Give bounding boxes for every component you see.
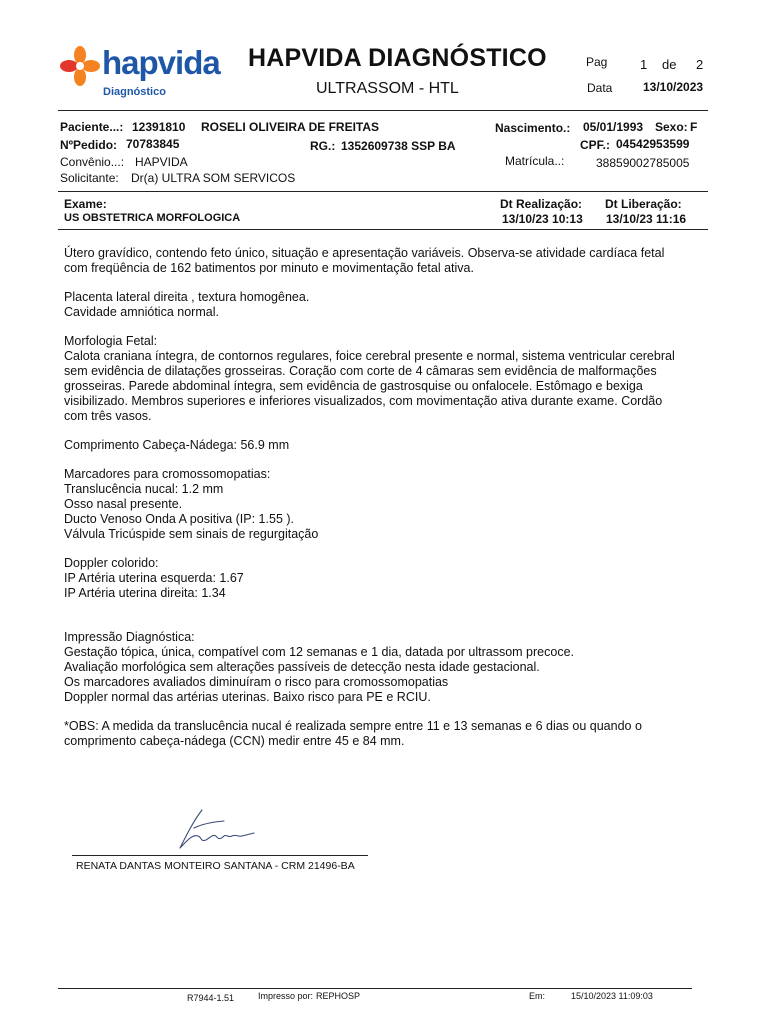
report-paragraph [64, 438, 714, 453]
convenio-label: Convênio...: [60, 155, 125, 169]
report-paragraph [64, 246, 714, 276]
report-body [64, 246, 714, 763]
footer-em-value: 15/10/2023 11:09:03 [571, 991, 653, 1001]
report-paragraph [64, 630, 714, 705]
exame-value: US OBSTETRICA MORFOLOGICA [64, 212, 241, 224]
rg-value: 1352609738 SSP BA [341, 139, 456, 153]
footer-divider [58, 988, 692, 989]
exam-divider [58, 229, 708, 230]
report-line: com freqüência de 162 batimentos por minuto e movimentação fetal ativa. [64, 261, 474, 275]
pedido-label: NºPedido: [60, 138, 118, 152]
pag-number: 1 [640, 57, 648, 72]
report-line: Translucência nucal: 1.2 mm [64, 482, 224, 496]
report-line: Doppler normal das artérias uterinas. Baixo risco para PE e RCIU. [64, 690, 431, 704]
report-line: Os marcadores avaliados diminuíram o risco para cromossomopatias [64, 675, 449, 689]
report-line: *OBS: A medida da translucência nucal é realizada sempre entre 11 e 13 semanas e 6 dias ou quando o [64, 719, 642, 733]
pag-de: de [662, 57, 677, 72]
nascimento-label: Nascimento.: [495, 121, 571, 135]
report-line: com três vasos. [64, 409, 152, 423]
report-line: Ducto Venoso Onda A positiva (IP: 1.55 ). [64, 512, 294, 526]
report-paragraph [64, 556, 714, 601]
matricula-value: 38859002785005 [596, 156, 690, 170]
signature-name: RENATA DANTAS MONTEIRO SANTANA - CRM 21496-BA [76, 860, 355, 872]
report-line: Doppler colorido: [64, 556, 159, 570]
report-line: Calota craniana íntegra, de contornos regulares, foice cerebral presente e normal, sistema ventricular cerebral [64, 349, 675, 363]
paciente-nome: ROSELI OLIVEIRA DE FREITAS [201, 120, 380, 134]
pag-total: 2 [696, 57, 704, 72]
liberacao-value: 13/10/23 11:16 [606, 212, 687, 226]
report-line: Osso nasal presente. [64, 497, 183, 511]
cpf-label: CPF.: [580, 138, 610, 152]
solicitante-value: Dr(a) ULTRA SOM SERVICOS [131, 171, 296, 185]
footer-em-label: Em: [529, 991, 546, 1001]
report-line: Gestação tópica, única, compatível com 12 semanas e 1 dia, datada por ultrassom precoce. [64, 645, 574, 659]
report-line: IP Artéria uterina esquerda: 1.67 [64, 571, 244, 585]
data-label: Data [587, 81, 613, 95]
report-line: Impressão Diagnóstica: [64, 630, 195, 644]
brand-sub: Diagnóstico [103, 86, 166, 98]
handwritten-signature-icon [172, 806, 262, 852]
report-line: Placenta lateral direita , textura homogênea. [64, 290, 310, 304]
pedido-value: 70783845 [126, 137, 180, 151]
rg-label: RG.: [310, 139, 336, 153]
liberacao-label: Dt Liberação: [605, 197, 682, 211]
matricula-label: Matrícula..: [505, 154, 565, 168]
report-line: Válvula Tricúspide sem sinais de regurgitação [64, 527, 319, 541]
exame-label: Exame: [64, 197, 107, 211]
paciente-label: Paciente...: [60, 120, 124, 134]
footer-impresso-label: Impresso por: [258, 991, 314, 1001]
report-line: IP Artéria uterina direita: 1.34 [64, 586, 226, 600]
report-paragraph [64, 719, 714, 749]
cpf-value: 04542953599 [616, 137, 690, 151]
pag-label: Pag [586, 55, 608, 69]
report-paragraph [64, 290, 714, 320]
patient-divider [58, 191, 708, 192]
report-line: Comprimento Cabeça-Nádega: 56.9 mm [64, 438, 290, 452]
page-subtitle: ULTRASSOM - HTL [316, 80, 459, 97]
signature-line [72, 855, 368, 856]
report-line: comprimento cabeça-nádega (CCN) medir entre 45 e 84 mm. [64, 734, 405, 748]
report-line: visibilizado. Membros superiores e inferiores visualizados, com movimentação ativa durante exame. Cordão [64, 394, 663, 408]
paciente-id: 12391810 [132, 120, 186, 134]
data-value: 13/10/2023 [643, 80, 704, 94]
report-line: Avaliação morfológica sem alterações passíveis de detecção nesta idade gestacional. [64, 660, 540, 674]
realizacao-label: Dt Realização: [500, 197, 583, 211]
solicitante-label: Solicitante: [60, 171, 119, 185]
report-line: Morfologia Fetal: [64, 334, 158, 348]
nascimento-value: 05/01/1993 [583, 120, 644, 134]
header-divider [58, 110, 708, 111]
footer-code: R7944-1.51 [187, 993, 235, 1003]
page-title: HAPVIDA DIAGNÓSTICO [248, 44, 547, 72]
hapvida-flower-logo-icon [60, 46, 100, 86]
convenio-value: HAPVIDA [135, 155, 188, 169]
report-paragraph [64, 334, 714, 424]
report-line: sem evidência de dilatações grosseiras. Coração com corte de 4 câmaras sem evidência de malformações [64, 364, 657, 378]
report-paragraph [64, 467, 714, 542]
footer-impresso-value: REPHOSP [316, 991, 361, 1001]
report-line: grosseiras. Parede abdominal íntegra, sem evidência de gastrosquise ou onfalocele. Estômago e bexiga [64, 379, 643, 393]
realizacao-value: 13/10/23 10:13 [502, 212, 583, 226]
brand-name: hapvida [102, 44, 220, 81]
sexo-label: Sexo: [655, 120, 688, 134]
report-line: Marcadores para cromossomopatias: [64, 467, 271, 481]
report-line: Útero gravídico, contendo feto único, situação e apresentação variáveis. Observa-se atividade cardíaca fetal [64, 246, 665, 260]
report-line: Cavidade amniótica normal. [64, 305, 219, 319]
sexo-value: F [690, 120, 698, 134]
